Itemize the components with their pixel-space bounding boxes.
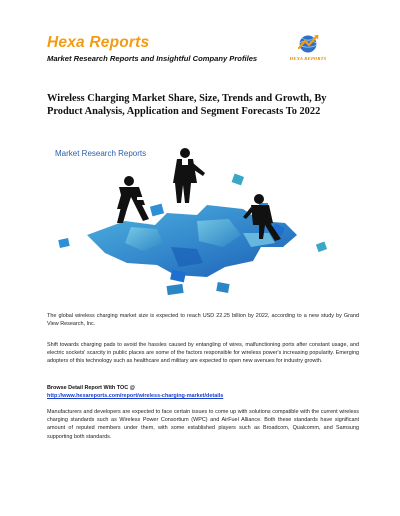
businessman-left-figure (117, 176, 149, 223)
brand-name: Hexa Reports (47, 34, 150, 51)
paragraph-market-size: The global wireless charging market size is expected to reach USD 22.25 billion by 2022, according to a new study by Grand View Research, Inc. (47, 313, 359, 328)
hexa-reports-logo (283, 32, 333, 64)
market-research-illustration (47, 143, 355, 299)
toc-label: Browse Detail Report With TOC @ (47, 385, 135, 391)
report-title: Wireless Charging Market Share, Size, Trends and Growth, By Product Analysis, Application and Segment Forecasts To 2022 (47, 93, 327, 118)
brand-tagline: Market Research Reports and Insightful Company Profiles (47, 54, 258, 63)
illustration-label: Market Research Reports (55, 149, 147, 158)
paragraph-charging-pads: Shift towards charging pads to avoid the hassles caused by entangling of wires, malfunctioning ports after constant usage, and electric sockets' scarcity in public places are some of the factors responsible for wireless power's increasing popularity. Emerging adopters of this technology such as healthcare and military are expected to open new avenues for industry growth. (47, 342, 359, 365)
globe-logo-icon (283, 32, 333, 58)
brand-block (47, 34, 257, 64)
businessman-center-figure (173, 148, 205, 203)
puzzle-map-business-people-icon (47, 143, 355, 299)
report-toc-link[interactable]: http://www.hexareports.com/report/wireless-charging-market/details (47, 393, 224, 399)
paragraph-manufacturers: Manufacturers and developers are expected to face certain issues to come up with solutions compatible with the current wireless charging standards such as Wireless Power Consortium (WPC) and AirFuel Alliance. Both these standards have significant amount of reputed members under them, with some established players such as Broadcom, Qualcomm, and Samsung supporting both standards. (47, 409, 359, 440)
logo-text: HEXA REPORTS (289, 56, 327, 61)
